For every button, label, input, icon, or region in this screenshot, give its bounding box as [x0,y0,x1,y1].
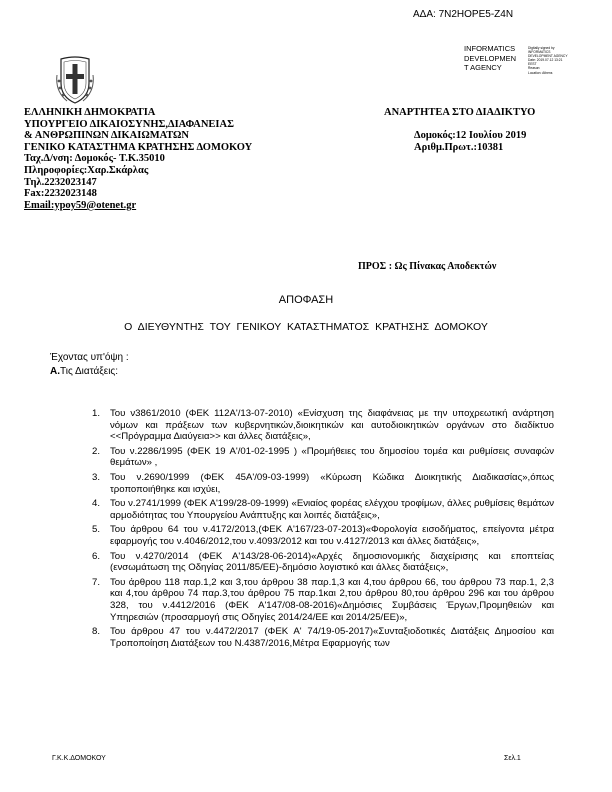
list-item-number: 6. [92,550,101,562]
list-item-text: Του ν.2286/1995 (ΦΕΚ 19 Α'/01-02-1995 ) «Προμήθειες του δημοσίου τομέα και ρυθμίσεις συναφών θεμάτων» , [110,445,554,469]
list-item-number: 5. [92,524,101,536]
header-line: Ταχ.Δ/νση: Δομοκός- Τ.Κ.35010 [24,153,165,165]
protocol-number: Αριθμ.Πρωτ.:10381 [414,141,504,153]
page-number: Σελ.1 [504,755,521,762]
list-item [92,446,554,469]
header-line: & ΑΝΘΡΩΠΙΝΩΝ ΔΙΚΑΙΩΜΑΤΩΝ [24,130,190,142]
greek-emblem-icon [55,55,95,105]
decrees-heading [50,366,118,377]
list-item-number: 1. [92,408,101,419]
document-subtitle: Ο ΔΙΕΥΘΥΝΤΗΣ ΤΟΥ ΓΕΝΙΚΟΥ ΚΑΤΑΣΤΗΜΑΤΟΣ ΚΡΑΤΗΣΗΣ ΔΟΜΟΚΟΥ [124,321,488,333]
list-item [92,524,554,547]
list-item [92,626,554,649]
ia-signature-details: Digitally signed by INFORMATICS DEVELOPMENT AGENCY Date: 2019.07.12 13:21 EEST Reason: Location: Athens [528,46,568,75]
header-line: ΥΠΟΥΡΓΕΙΟ ΔΙΚΑΙΟΣΥΝΗΣ,ΔΙΑΦΑΝΕΙΑΣ [24,118,234,130]
list-item [92,551,554,574]
list-item-text: Του ν.4270/2014 (ΦΕΚ Α'143/28-06-2014)«Αρχές δημοσιονομικής διαχείρισης και εποπτείας (ενσωμάτωση της Οδηγίας 2011/85/ΕΕ)-δημόσιο λογιστικό και άλλες διατάξεις», [110,550,554,574]
list-item-text: Του ν3861/2010 (ΦΕΚ 112Α'/13-07-2010) «Ενίσχυση της διαφάνειας με την υποχρεωτική ανάρτηση νόμων και πράξεων των κυβερνητικών,διοικητικών και αυτοδιοικητικών οργάνων στο διαδίκτυο <<Πρόγραμμα Διαύγεια>> και άλλες διατάξεις», [110,408,554,443]
recipient-line: ΠΡΟΣ : Ως Πίνακας Αποδεκτών [358,261,497,272]
document-title: ΑΠΟΦΑΣΗ [278,294,334,306]
digital-signature-stamp [464,44,574,78]
issuer-block [24,107,252,211]
posted-online-label: ΑΝΑΡΤΗΤΕΑ ΣΤΟ ΔΙΑΔΙΚΤΥΟ [384,107,536,118]
document-meta-block [384,107,535,153]
footer-org: Γ.Κ.Κ.ΔΟΜΟΚΟΥ [52,755,106,762]
list-item [92,577,554,623]
list-item-number: 8. [92,626,101,638]
list-item-text: Του ν.2741/1999 (ΦΕΚ Α'199/28-09-1999) «Ενιαίος φορέας ελέγχου τροφίμων, άλλες ρυθμίσεις θεμάτων αρμοδιότητας του Υπουργείου Ανάπτυξης και λοιπές διατάξεις», [110,498,554,521]
header-line: Fax:2232023148 [24,188,97,200]
decrees-list [92,408,554,652]
decrees-label: Τις Διατάξεις: [60,366,119,377]
list-item [92,472,554,495]
list-item-number: 3. [92,471,101,483]
list-item [92,408,554,443]
list-item-text: Του άρθρου 47 του ν.4472/2017 (ΦΕΚ Α' 74/19-05-2017)«Συνταξιοδοτικές Διατάξεις Δημοσίου και Τροποποίηση Διατάξεων του Ν.4387/2016,Μέτρα Εφαρμογής των [110,626,554,649]
list-item-number: 2. [92,445,101,457]
ia-logo-text: INFORMATICS DEVELOPMEN T AGENCY [464,44,517,72]
list-item-text: Του ν.2690/1999 (ΦΕΚ 45Α'/09-03-1999) «Κύρωση Κώδικα Διοικητικής Διαδικασίας»,όπως τροποποιήθηκε και ισχύει, [110,471,554,495]
list-item-number: 7. [92,576,101,588]
header-line: ΓΕΝΙΚΟ ΚΑΤΑΣΤΗΜΑ ΚΡΑΤΗΣΗΣ ΔΟΜΟΚΟΥ [24,141,253,153]
email-link[interactable]: Email:ypoy59@otenet.gr [24,199,137,211]
document-date: Δομοκός:12 Ιουλίου 2019 [414,130,527,142]
list-item-text: Του άρθρου 118 παρ.1,2 και 3,του άρθρου 38 παρ.1,3 και 4,του άρθρου 66, του άρθρου 73 παρ.1, 2,3 και 4,του άρθρου 74 παρ.3,του άρθρου 75 παρ.1και 2,του άρθρου 80,του άρθρου 296 και του άρθρου 328, του ν.4412/2016 (ΦΕΚ Α'147/08-08-2016)«Δημόσιες Συμβάσεις Έργων,Προμηθειών και Υπηρεσιών (προσαρμογή στις Οδηγίες 2014/24/ΕΕ και 2014/25/ΕΕ)», [110,576,554,623]
having-regard-label: Έχοντας υπ'όψη : [50,352,129,363]
ada-code: ΑΔΑ: 7Ν2ΗΟΡΕ5-Ζ4Ν [413,9,514,20]
header-line: ΕΛΛΗΝΙΚΗ ΔΗΜΟΚΡΑΤΙΑ [24,107,156,118]
list-item-text: Του άρθρου 64 του ν.4172/2013,(ΦΕΚ Α'167/23-07-2013)«Φορολογία εισοδήματος, επείγοντα μέτρα εφαρμογής του ν.4046/2012,του ν.4093/2012 και του ν.4127/2013 και άλλες διατάξεις», [110,524,554,547]
header-line: Πληροφορίες:Χαρ.Σκάρλας [24,164,149,176]
decrees-letter: Α. [50,366,60,377]
list-item [92,498,554,521]
header-line: Τηλ.2232023147 [24,176,97,188]
list-item-number: 4. [92,498,101,510]
